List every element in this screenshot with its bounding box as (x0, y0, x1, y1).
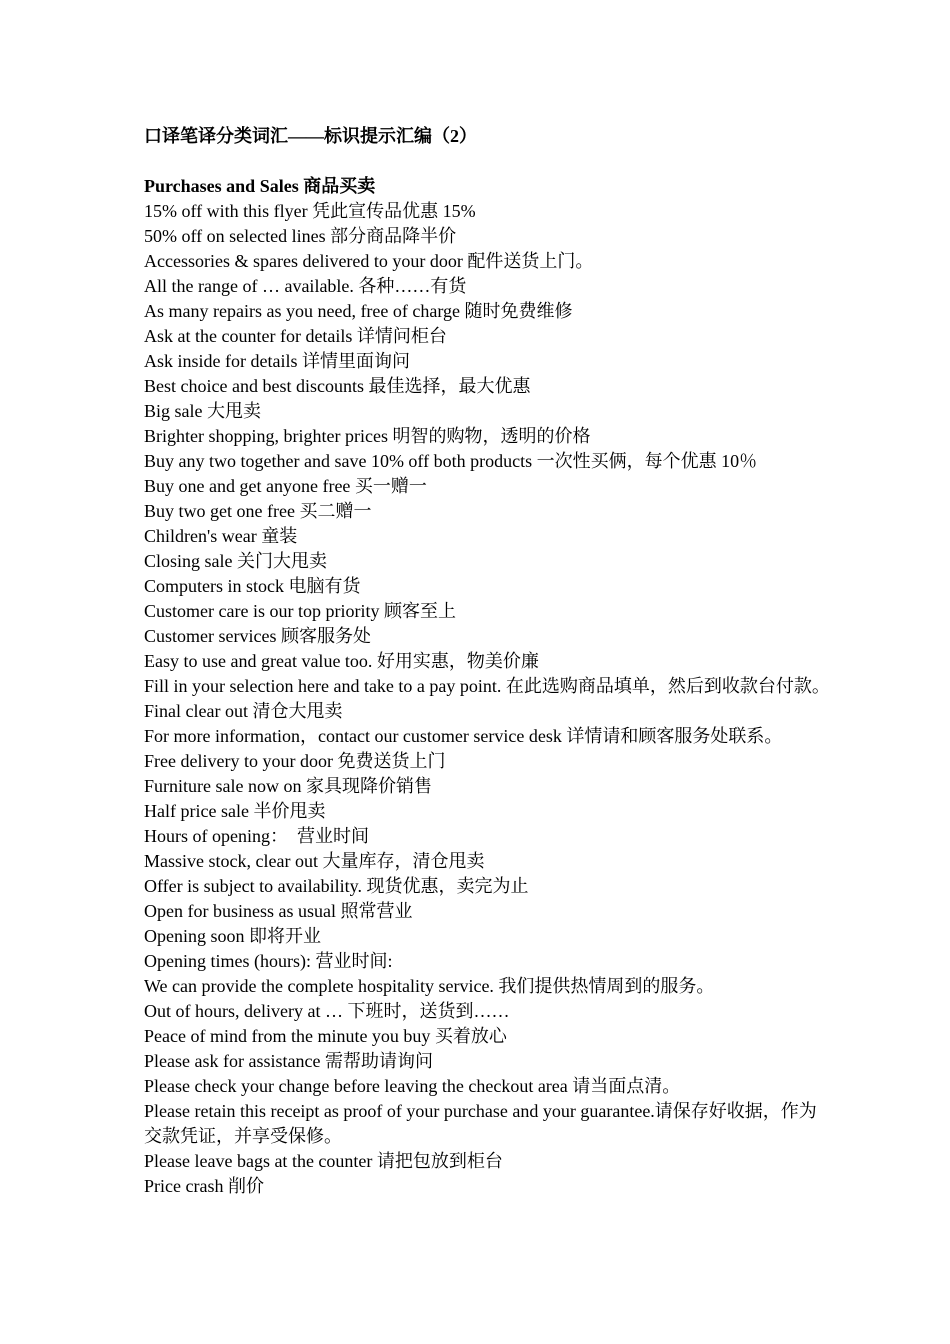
list-item: Offer is subject to availability. 现货优惠，卖完为止 (144, 876, 529, 896)
list-item: Accessories & spares delivered to your door 配件送货上门。 (144, 251, 594, 271)
list-item: Opening times (hours): 营业时间: (144, 951, 393, 971)
list-item: Final clear out 清仓大甩卖 (144, 701, 343, 721)
list-item: Buy one and get anyone free 买一赠一 (144, 476, 427, 496)
list-item: We can provide the complete hospitality service. 我们提供热情周到的服务。 (144, 976, 715, 996)
list-item: Massive stock, clear out 大量库存，清仓甩卖 (144, 851, 485, 871)
list-item: Brighter shopping, brighter prices 明智的购物，透明的价格 (144, 426, 591, 446)
section-heading: Purchases and Sales 商品买卖 (144, 176, 376, 196)
list-item: Out of hours, delivery at … 下班时，送货到…… (144, 1001, 510, 1021)
list-item: Please retain this receipt as proof of your purchase and your guarantee.请保存好收据，作为交款凭证，并享受保修。 (144, 1101, 817, 1146)
document-title: 口译笔译分类词汇——标识提示汇编（2） (144, 126, 477, 146)
list-item: Peace of mind from the minute you buy 买着放心 (144, 1026, 507, 1046)
list-item: Hours of opening： 营业时间 (144, 826, 369, 846)
list-item: 15% off with this flyer 凭此宣传品优惠 15% (144, 201, 476, 221)
list-item: Please leave bags at the counter 请把包放到柜台 (144, 1151, 503, 1171)
list-item: Easy to use and great value too. 好用实惠，物美价廉 (144, 651, 539, 671)
list-item: Big sale 大甩卖 (144, 401, 261, 421)
blank-line (144, 149, 834, 174)
entry-list (144, 199, 834, 1199)
list-item: As many repairs as you need, free of charge 随时免费维修 (144, 301, 573, 321)
list-item: 50% off on selected lines 部分商品降半价 (144, 226, 457, 246)
list-item: Customer services 顾客服务处 (144, 626, 371, 646)
list-item: Best choice and best discounts 最佳选择，最大优惠 (144, 376, 531, 396)
list-item: Customer care is our top priority 顾客至上 (144, 601, 456, 621)
list-item: Children's wear 童装 (144, 526, 298, 546)
list-item: Price crash 削价 (144, 1176, 264, 1196)
list-item: Computers in stock 电脑有货 (144, 576, 361, 596)
list-item: Closing sale 关门大甩卖 (144, 551, 327, 571)
list-item: Half price sale 半价甩卖 (144, 801, 326, 821)
list-item: Opening soon 即将开业 (144, 926, 321, 946)
list-item: Ask at the counter for details 详情问柜台 (144, 326, 447, 346)
document-page (144, 124, 834, 1199)
list-item: Free delivery to your door 免费送货上门 (144, 751, 446, 771)
list-item: Please ask for assistance 需帮助请询问 (144, 1051, 433, 1071)
list-item: Buy two get one free 买二赠一 (144, 501, 372, 521)
list-item: Fill in your selection here and take to a pay point. 在此选购商品填单，然后到收款台付款。 (144, 676, 830, 696)
list-item: Furniture sale now on 家具现降价销售 (144, 776, 432, 796)
list-item: All the range of … available. 各种……有货 (144, 276, 467, 296)
list-item: Buy any two together and save 10% off both products 一次性买俩，每个优惠 10％ (144, 451, 758, 471)
list-item: Ask inside for details 详情里面询问 (144, 351, 410, 371)
list-item: Please check your change before leaving the checkout area 请当面点清。 (144, 1076, 681, 1096)
list-item: Open for business as usual 照常营业 (144, 901, 413, 921)
list-item: For more information，contact our customer service desk 详情请和顾客服务处联系。 (144, 726, 783, 746)
